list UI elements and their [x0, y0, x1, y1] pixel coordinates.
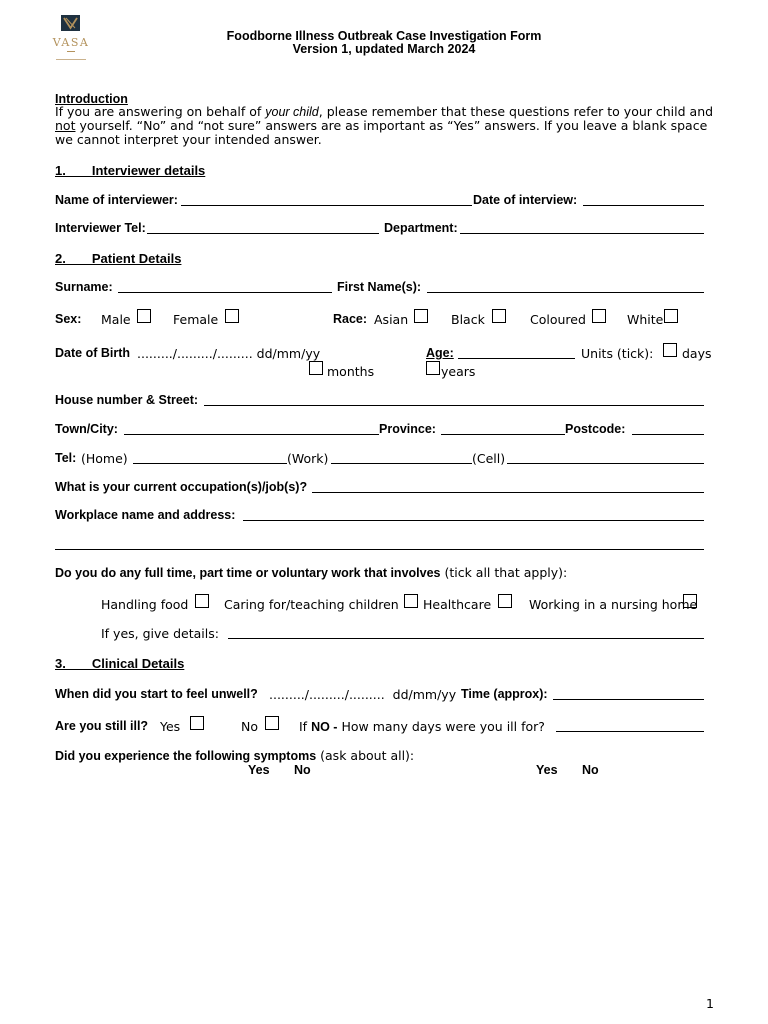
still-ill-yes-label: Yes — [160, 719, 181, 734]
nursing-label: Working in a nursing home — [529, 597, 698, 612]
female-checkbox[interactable] — [225, 309, 239, 323]
race-label: Race: — [333, 312, 368, 326]
interviewer-name-label: Name of interviewer: — [55, 193, 178, 207]
work-question: Do you do any full time, part time or voluntary work that involves (tick all that apply): — [55, 565, 568, 580]
form-title: Foodborne Illness Outbreak Case Investigation Form — [226, 29, 542, 43]
first-name-field[interactable] — [427, 292, 704, 293]
days-checkbox[interactable] — [663, 343, 677, 357]
tel-label: Tel: — [55, 451, 77, 465]
department-label: Department: — [384, 221, 458, 235]
white-checkbox[interactable] — [664, 309, 678, 323]
black-checkbox[interactable] — [492, 309, 506, 323]
caring-checkbox[interactable] — [404, 594, 418, 608]
tel-cell-label: (Cell) — [472, 451, 506, 466]
days-label: days — [682, 346, 712, 361]
white-label: White — [627, 312, 664, 327]
symptoms-col-no-1: No — [294, 763, 311, 777]
female-label: Female — [173, 312, 219, 327]
tel-cell-field[interactable] — [507, 463, 704, 464]
unwell-date[interactable]: ........./........./......... dd/mm/yy — [269, 687, 457, 702]
section-1-heading: 1. Interviewer details — [55, 163, 206, 178]
coloured-checkbox[interactable] — [592, 309, 606, 323]
if-no-text: If NO - How many days were you ill for? — [299, 719, 545, 734]
sex-label: Sex: — [55, 312, 82, 326]
still-ill-no-checkbox[interactable] — [265, 716, 279, 730]
unwell-label: When did you start to feel unwell? — [55, 687, 258, 701]
black-label: Black — [451, 312, 485, 327]
postcode-label: Postcode: — [565, 422, 626, 436]
years-label: years — [441, 364, 476, 379]
interviewer-name-field[interactable] — [181, 205, 472, 206]
time-field[interactable] — [553, 699, 704, 700]
details-label: If yes, give details: — [101, 626, 219, 641]
workplace-field[interactable] — [243, 520, 704, 521]
province-field[interactable] — [441, 434, 565, 435]
department-field[interactable] — [460, 233, 704, 234]
town-field[interactable] — [124, 434, 379, 435]
surname-field[interactable] — [118, 292, 332, 293]
still-ill-no-label: No — [241, 719, 258, 734]
workplace-field-2[interactable] — [55, 549, 704, 550]
interview-date-field[interactable] — [583, 205, 704, 206]
months-checkbox[interactable] — [309, 361, 323, 375]
first-name-label: First Name(s): — [337, 280, 422, 294]
dob-label: Date of Birth — [55, 346, 130, 360]
logo-text: VASA — [52, 36, 90, 49]
time-label: Time (approx): — [461, 687, 548, 701]
age-field[interactable] — [458, 358, 575, 359]
province-label: Province: — [379, 422, 436, 436]
details-field[interactable] — [228, 638, 704, 639]
symptoms-question: Did you experience the following symptoms (ask about all): — [55, 748, 415, 763]
tel-home-field[interactable] — [133, 463, 287, 464]
dob-format[interactable]: ........./........./......... dd/mm/yy — [137, 346, 321, 361]
asian-checkbox[interactable] — [414, 309, 428, 323]
units-label: Units (tick): — [581, 346, 654, 361]
asian-label: Asian — [374, 312, 409, 327]
handling-food-label: Handling food — [101, 597, 189, 612]
tel-home-label: (Home) — [81, 451, 128, 466]
tel-work-field[interactable] — [331, 463, 472, 464]
town-label: Town/City: — [55, 422, 118, 436]
years-checkbox[interactable] — [426, 361, 440, 375]
page-number: 1 — [706, 996, 714, 1011]
male-checkbox[interactable] — [137, 309, 151, 323]
days-ill-field[interactable] — [556, 731, 704, 732]
interview-date-label: Date of interview: — [473, 193, 578, 207]
coloured-label: Coloured — [530, 312, 586, 327]
postcode-field[interactable] — [632, 434, 704, 435]
intro-heading: Introduction — [55, 92, 128, 106]
section-2-heading: 2. Patient Details — [55, 251, 182, 266]
occupation-field[interactable] — [312, 492, 704, 493]
workplace-label: Workplace name and address: — [55, 508, 236, 522]
male-label: Male — [101, 312, 131, 327]
months-label: months — [327, 364, 375, 379]
nursing-checkbox[interactable] — [683, 594, 697, 608]
street-field[interactable] — [204, 405, 704, 406]
symptoms-col-no-2: No — [582, 763, 599, 777]
interviewer-tel-field[interactable] — [147, 233, 379, 234]
age-label: Age: — [426, 346, 454, 360]
form-version: Version 1, updated March 2024 — [292, 42, 476, 56]
healthcare-label: Healthcare — [423, 597, 492, 612]
occupation-label: What is your current occupation(s)/job(s)? — [55, 480, 308, 494]
healthcare-checkbox[interactable] — [498, 594, 512, 608]
symptoms-col-yes-2: Yes — [536, 763, 558, 777]
intro-paragraph: If you are answering on behalf of your child, please remember that these questions refer to your child and not yourself. “No” and “not sure” answers are as important as “Yes” answers. If you leave a blank space we cannot interpret your intended answer. — [55, 104, 714, 147]
section-3-heading: 3. Clinical Details — [55, 656, 185, 671]
still-ill-label: Are you still ill? — [55, 719, 149, 733]
tel-work-label: (Work) — [287, 451, 329, 466]
street-label: House number & Street: — [55, 393, 199, 407]
surname-label: Surname: — [55, 280, 113, 294]
still-ill-yes-checkbox[interactable] — [190, 716, 204, 730]
handling-food-checkbox[interactable] — [195, 594, 209, 608]
symptoms-col-yes-1: Yes — [248, 763, 270, 777]
caring-label: Caring for/teaching children — [224, 597, 399, 612]
interviewer-tel-label: Interviewer Tel: — [55, 221, 146, 235]
